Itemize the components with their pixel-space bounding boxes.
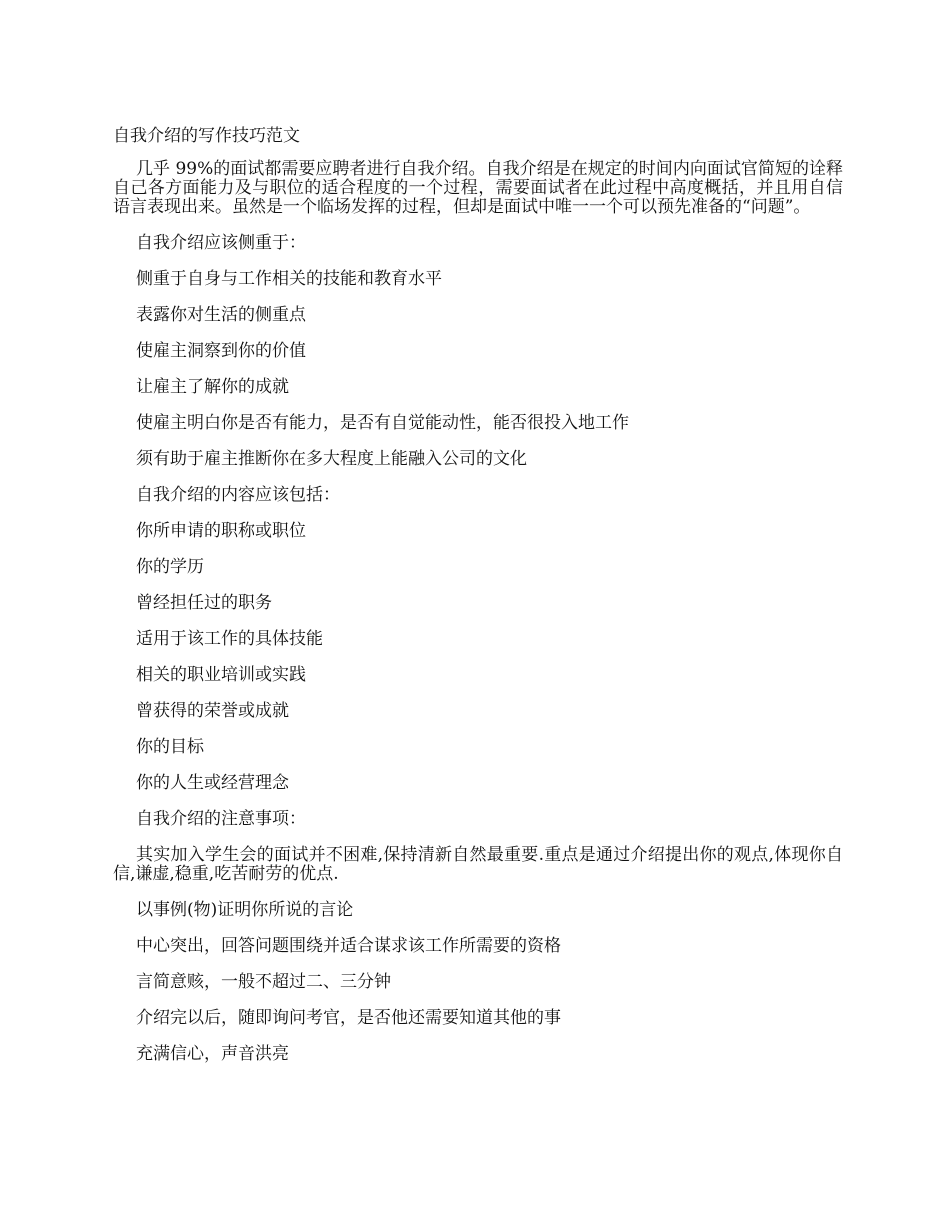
focus-item: 使雇主明白你是否有能力，是否有自觉能动性，能否很投入地工作 [136,413,629,433]
notes-heading: 自我介绍的注意事项： [136,809,306,829]
notes-paragraph: 其实加入学生会的面试并不困难,保持清新自然最重要.重点是通过介绍提出你的观点,体现你自信,谦虚,稳重,吃苦耐劳的优点. [113,845,843,884]
focus-item: 须有助于雇主推断你在多大程度上能融入公司的文化 [136,449,527,469]
notes-item: 介绍完以后，随即询问考官，是否他还需要知道其他的事 [136,1008,561,1028]
content-item: 你的人生或经营理念 [136,773,289,793]
content-heading: 自我介绍的内容应该包括： [136,485,340,505]
document-title: 自我介绍的写作技巧范文 [113,126,300,146]
document-body [113,124,843,1081]
notes-item: 充满信心，声音洪亮 [136,1044,289,1064]
notes-item: 中心突出，回答问题围绕并适合谋求该工作所需要的资格 [136,936,561,956]
intro-paragraph: 几乎 99%的面试都需要应聘者进行自我介绍。自我介绍是在规定的时间内向面试官简短的诠释自己各方面能力及与职位的适合程度的一个过程，需要面试者在此过程中高度概括，并且用自信语言表现出来。虽然是一个临场发挥的过程，但却是面试中唯一一个可以预先准备的“问题”。 [113,159,843,217]
focus-item: 表露你对生活的侧重点 [136,305,306,325]
focus-item: 侧重于自身与工作相关的技能和教育水平 [136,269,442,289]
notes-item: 言简意赅，一般不超过二、三分钟 [136,972,391,992]
notes-item: 以事例(物)证明你所说的言论 [136,900,354,920]
content-item: 你的目标 [136,737,204,757]
content-item: 曾经担任过的职务 [136,593,272,613]
focus-item: 让雇主了解你的成就 [136,377,289,397]
content-item: 曾获得的荣誉或成就 [136,701,289,721]
content-item: 适用于该工作的具体技能 [136,629,323,649]
focus-item: 使雇主洞察到你的价值 [136,341,306,361]
content-item: 你所申请的职称或职位 [136,521,306,541]
focus-heading: 自我介绍应该侧重于： [136,233,306,253]
content-item: 相关的职业培训或实践 [136,665,306,685]
content-item: 你的学历 [136,557,204,577]
